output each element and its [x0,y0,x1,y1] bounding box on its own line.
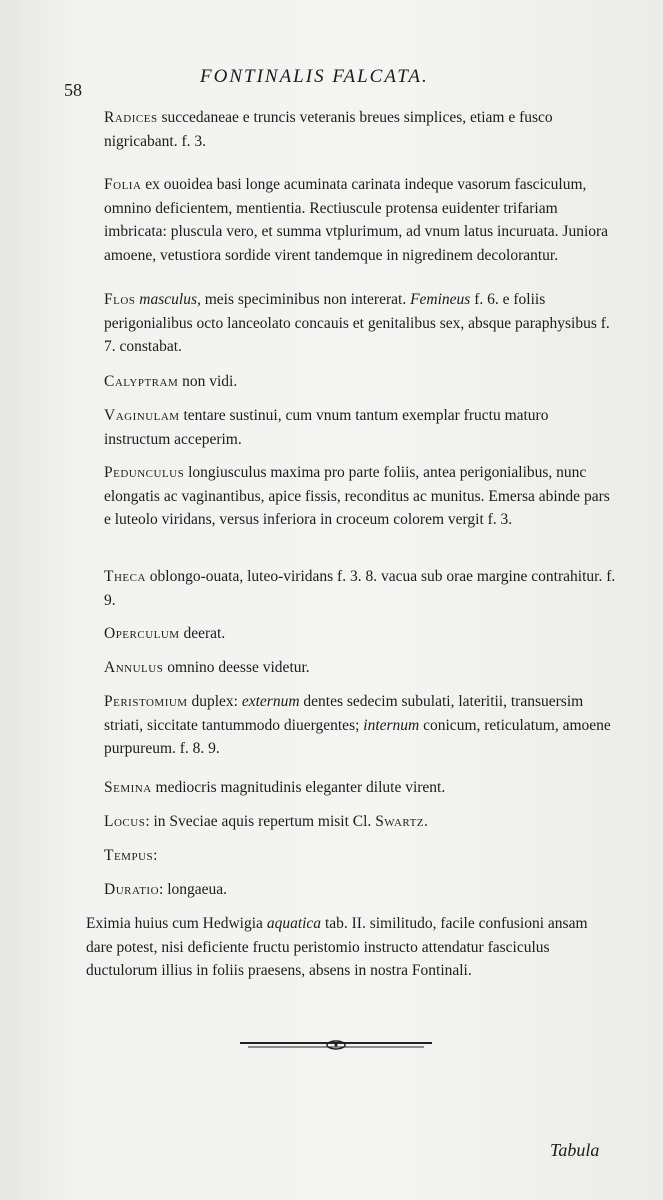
term: Operculum [104,625,180,642]
paragraph-text: tentare sustinui, cum vnum tantum exemplar fructu maturo instructum acceperim. [104,407,549,448]
paragraph-peristomium [104,690,616,761]
paragraph-pedunculus [104,461,616,532]
paragraph-text: deerat. [179,625,226,642]
term: Radices [104,109,158,126]
term: Locus [104,813,146,830]
paragraph-flos [104,288,616,359]
italic-text: externum [241,693,300,710]
paragraph-operculum [104,622,616,646]
paragraph-calyptram [104,370,616,394]
term: Peristomium [104,693,188,710]
paragraph-text: mediocris magnitudinis eleganter dilute virent. [151,779,446,796]
paragraph-semina [104,776,616,800]
italic-text: masculus, [139,291,201,308]
paragraph-text: duplex: [187,693,242,710]
paragraph-text: tab. II. similitudo, facile confusioni ansam dare potest, nisi deficiente fructu peristomio instructo attendatur fasciculus ductulorum illius in foliis praesens, absens in nostra Fontinali. [86,915,588,979]
term: Calyptram [104,373,179,390]
term: Swartz [375,813,425,830]
term: Pedunculus [104,464,185,481]
italic-text: internum [363,716,420,734]
paragraph-vaginulam [104,404,616,451]
page-number: 58 [64,80,82,100]
term: Annulus [104,659,164,676]
paragraph-text: ex ouoidea basi longe acuminata carinata indeque vasorum fasciculum, omnino deficientem, mentientia. Rectiuscule protensa euidenter trifariam imbricata: pluscula vero, et summa vtplurimum, ad vnum latus incuruata. Juniora amoene, vetustiora sordide virent tandemque in nigredinem decolorantur. [104,176,609,264]
term: Vaginulam [104,407,180,424]
paragraph-text: meis speciminibus non intererat. [200,291,411,308]
paragraph-text: : [153,847,158,864]
paragraph-text: : longaeua. [159,881,228,898]
closing-paragraph [86,912,616,983]
paragraph-folia [104,173,616,267]
paragraph-duratio [104,878,616,902]
term: Flos [104,291,136,308]
paragraph-text: omnino deesse videtur. [163,659,310,676]
paragraph-text: . [424,813,428,830]
paragraph-annulus [104,656,616,680]
paragraph-text: non vidi. [178,373,238,390]
ornament-rule [236,1038,436,1052]
paragraph-text: Eximia huius cum Hedwigia [86,915,267,932]
italic-text: aquatica [266,915,322,932]
paragraph-text: dentes sedecim subulati, lateritii, transuersim striati, siccitate tantummodo diuergentes; [104,693,584,734]
catchword: Tabula [550,1140,600,1160]
paragraph-radices [104,106,616,153]
term: Semina [104,779,152,796]
term: Theca [104,568,146,585]
italic-text: Femineus [410,291,471,308]
paragraph-tempus [104,844,616,868]
running-title: FONTINALIS FALCATA. [200,66,429,87]
paragraph-text: : in Sveciae aquis repertum misit Cl. [145,813,376,830]
term: Tempus [104,847,154,864]
paragraph-text: succedaneae e truncis veteranis breues simplices, etiam e fusco nigricabant. f. 3. [104,109,553,150]
paragraph-text: oblongo-ouata, luteo-viridans f. 3. 8. vacua sub orae margine contrahitur. f. 9. [104,568,616,609]
term: Folia [104,176,142,193]
paragraph-locus [104,810,616,834]
paragraph-text: conicum, reticulatum, amoene purpureum. f. 8. 9. [104,716,611,757]
paragraph-text: longiusculus maxima pro parte foliis, antea perigonialibus, nunc elongatis ac vaginantibus, apice fissis, reconditus ac munitus. Emersa abinde pars e luteolo viridans, versus inferiora in croceum colorem vergit f. 3. [104,464,610,528]
paragraph-text: f. 6. e foliis perigonialibus octo lanceolato concauis et genitalibus sex, absque paraphysibus f. 7. constabat. [104,291,610,355]
paragraph-theca [104,565,616,612]
term: Duratio [104,881,160,898]
